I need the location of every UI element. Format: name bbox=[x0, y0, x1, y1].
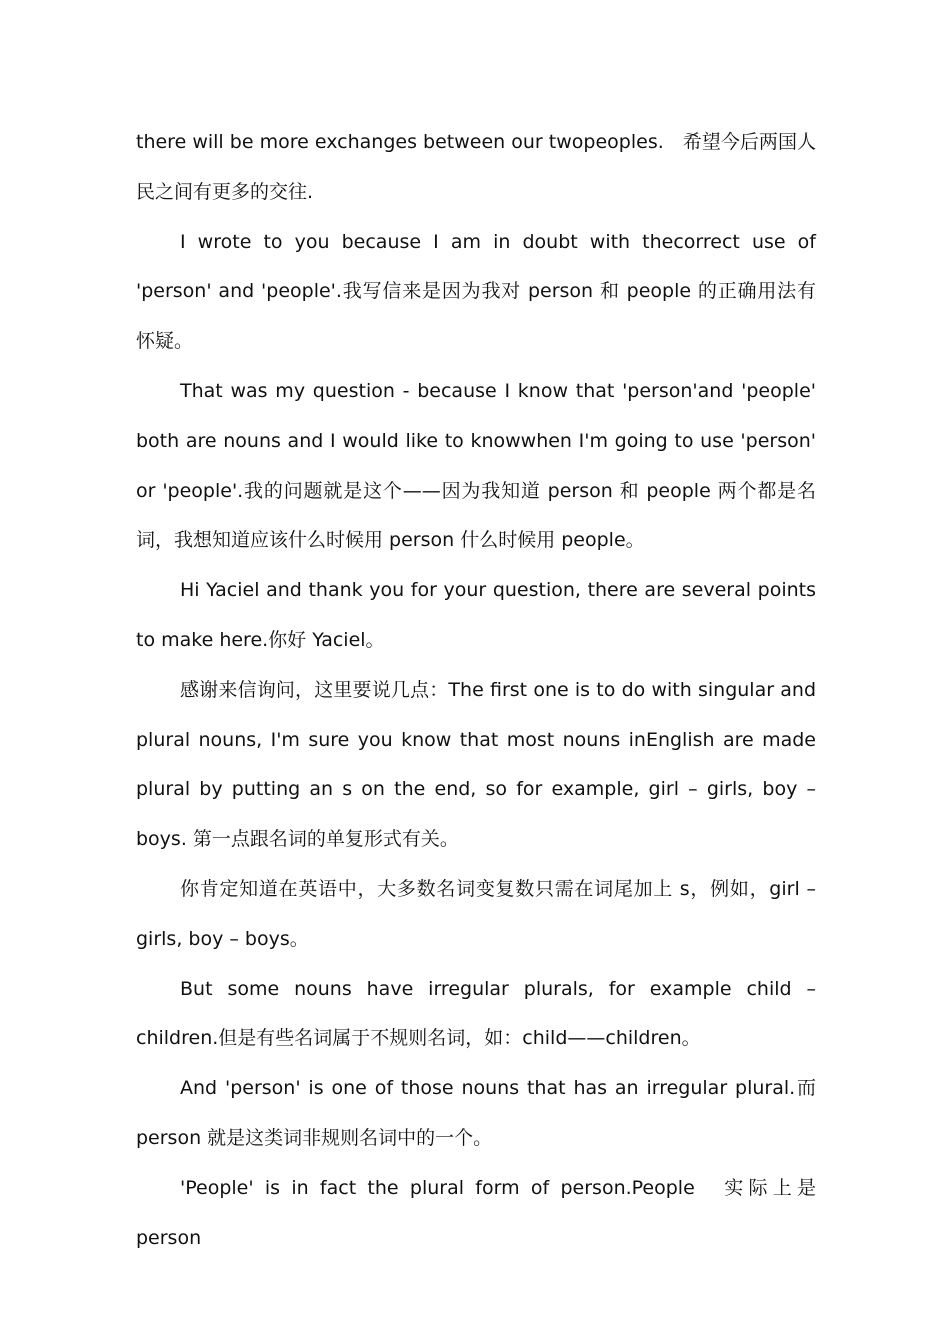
paragraph-question-intro: I wrote to you because I am in doubt with thecorrect use of 'person' and 'people'.我写信来是因为我对 person 和 people 的正确用法有怀疑。 bbox=[136, 230, 816, 353]
paragraph-point-one: 感谢来信询问，这里要说几点：The first one is to do with singular and plural nouns, I'm sure you know that most nouns inEnglish are made plural by putting an s on the end, so for example, girl – girls, boy – boys. 第一点跟名词的单复形式有关。 bbox=[136, 678, 816, 851]
paragraph-irregular-plurals: But some nouns have irregular plurals, for example child – children.但是有些名词属于不规则名词，如：child——children。 bbox=[136, 977, 816, 1050]
paragraph-continuation: there will be more exchanges between our twopeoples. 希望今后两国人民之间有更多的交往. bbox=[136, 131, 816, 203]
paragraph-people-plural: 'People' is in fact the plural form of person.People 实际上是 person bbox=[136, 1176, 816, 1249]
paragraph-person-irregular: And 'person' is one of those nouns that has an irregular plural.而 person 就是这类词非规则名词中的一个。 bbox=[136, 1077, 816, 1149]
paragraph-question: That was my question - because I know that 'person'and 'people' both are nouns and I would like to knowwhen I'm going to use 'person' or 'people'.我的问题就是这个——因为我知道 person 和 people 两个都是名词，我想知道应该什么时候用 person 什么时候用 people。 bbox=[136, 379, 816, 552]
document-body bbox=[136, 118, 816, 1263]
paragraph-greeting: Hi Yaciel and thank you for your question, there are several points to make here.你好 Yaciel。 bbox=[136, 579, 816, 651]
paragraph-plural-rule: 你肯定知道在英语中，大多数名词变复数只需在词尾加上 s，例如，girl –girls, boy – boys。 bbox=[136, 877, 816, 950]
